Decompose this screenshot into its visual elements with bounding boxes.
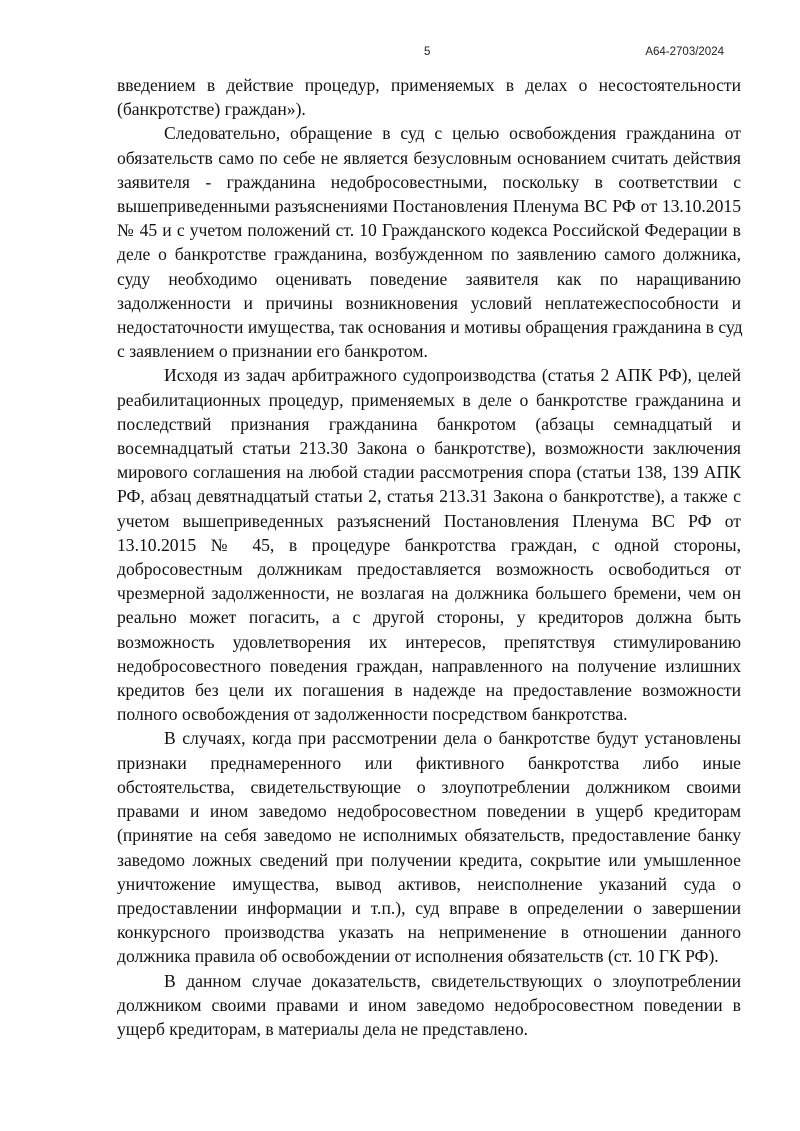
text-line: конкурсного производства указать на неприменение в отношении данного (117, 922, 741, 943)
page-number: 5 (424, 46, 431, 58)
text-line: обязательств само по себе не является безусловным основанием считать действия (117, 147, 741, 168)
text-line: заведомо ложных сведений при получении кредита, сокрытие или умышленное (117, 849, 741, 870)
text-line: правами и ином заведомо недобросовестном поведении в ущерб кредиторам (117, 801, 741, 822)
text-line: вышеприведенными разъяснениями Постановления Пленума ВС РФ от 13.10.2015 (117, 196, 741, 217)
text-line: В случаях, когда при рассмотрении дела о банкротстве будут установлены (164, 728, 741, 749)
text-line: задолженности и причины возникновения условий неплатежеспособности и (117, 292, 741, 313)
text-line: Следовательно, обращение в суд с целью освобождения гражданина от (164, 123, 741, 144)
paragraph-procedure-goals (117, 363, 741, 726)
text-line: В данном случае доказательств, свидетельствующих о злоупотреблении (164, 970, 741, 991)
page-header (0, 46, 800, 64)
text-line: ущерб кредиторам, в материалы дела не представлено. (117, 1018, 529, 1039)
text-line: недостаточности имущества, так основания и мотивы обращения гражданина в суд (117, 317, 743, 338)
text-line: заявителя - гражданина недобросовестными, поскольку в соответствии с (117, 171, 741, 192)
text-line: введением в действие процедур, применяемых в делах о несостоятельности (117, 75, 741, 95)
text-line: добросовестным должникам предоставляется возможность освободиться от (117, 559, 741, 580)
text-line: предоставлении информации и т.п.), суд вправе в определении о завершении (117, 897, 741, 918)
text-line: реально может погасить, а с другой стороны, у кредиторов должна быть (117, 607, 741, 628)
text-line: кредитов без цели их погашения в надежде на предоставление возможности (117, 680, 741, 701)
text-line: деле о банкротстве гражданина, возбужденном по заявлению самого должника, (117, 244, 741, 265)
document-body (117, 73, 741, 1041)
paragraph-abuse-cases (117, 726, 741, 968)
text-line: учетом вышеприведенных разъяснений Постановления Пленума ВС РФ от (117, 510, 741, 531)
text-line: Исходя из задач арбитражного судопроизводства (статья 2 АПК РФ), целей (164, 365, 741, 386)
text-line: реабилитационных процедур, применяемых в деле о банкротстве гражданина и (117, 389, 741, 410)
paragraph-continuation (117, 73, 741, 121)
paragraph-good-faith-assessment (117, 121, 741, 363)
text-line: полного освобождения от задолженности посредством банкротства. (117, 704, 628, 725)
text-line: 13.10.2015 № 45, в процедуре банкротства граждан, с одной стороны, (117, 534, 741, 555)
text-line: мирового соглашения на любой стадии рассмотрения спора (статьи 138, 139 АПК (117, 462, 741, 483)
text-line: возможность удовлетворения их интересов, препятствуя стимулированию (117, 631, 741, 652)
case-number: А64-2703/2024 (645, 46, 724, 58)
text-line: (банкротстве) граждан»). (117, 99, 306, 120)
text-line: признаки преднамеренного или фиктивного банкротства либо иные (117, 752, 741, 773)
text-line: РФ, абзац девятнадцатый статьи 2, статья 213.31 Закона о банкротстве), а также с (117, 486, 741, 507)
text-line: № 45 и с учетом положений ст. 10 Гражданского кодекса Российской Федерации в (117, 220, 741, 241)
text-line: чрезмерной задолженности, не возлагая на должника большего бремени, чем он (117, 583, 741, 604)
text-line: уничтожение имущества, вывод активов, неисполнение указаний суда о (117, 873, 741, 894)
text-line: обстоятельства, свидетельствующие о злоупотреблении должником своими (117, 776, 741, 797)
text-line: (принятие на себя заведомо не исполнимых обязательств, предоставление банку (117, 825, 741, 846)
paragraph-conclusion (117, 969, 741, 1042)
text-line: с заявлением о признании его банкротом. (117, 341, 428, 362)
text-line: восемнадцатый статьи 213.30 Закона о банкротстве), возможности заключения (117, 438, 741, 459)
text-line: недобросовестного поведения граждан, направленного на получение излишних (117, 655, 741, 676)
text-line: суду необходимо оценивать поведение заявителя как по наращиванию (117, 268, 741, 289)
text-line: должника правила об освобождении от исполнения обязательств (ст. 10 ГК РФ). (117, 946, 719, 967)
text-line: последствий признания гражданина банкротом (абзацы семнадцатый и (117, 413, 741, 434)
text-line: должником своими правами и ином заведомо недобросовестном поведении в (117, 994, 741, 1015)
